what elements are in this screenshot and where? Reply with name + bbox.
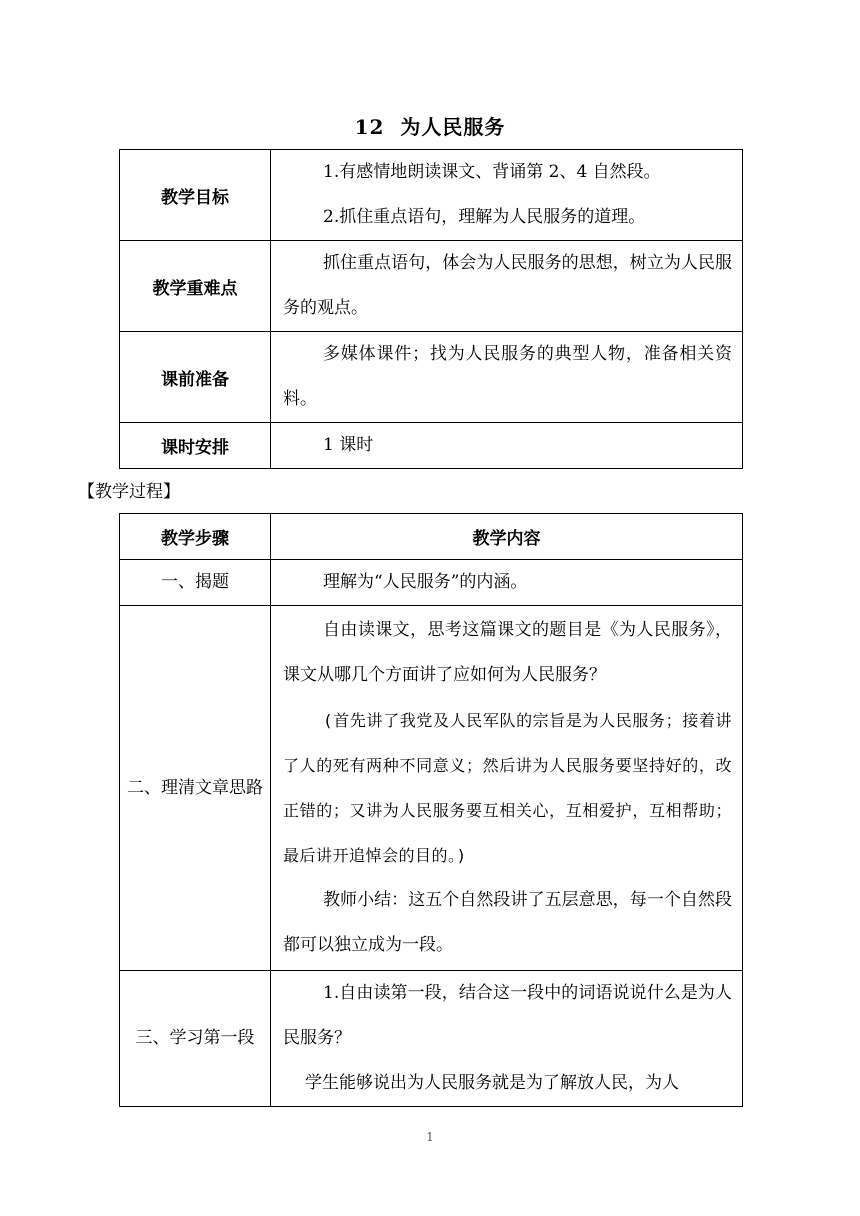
- content-paragraph: 1.自由读第一段，结合这一段中的词语说说什么是为人民服务？: [283, 983, 732, 1048]
- info-row-key-points: [120, 241, 743, 332]
- step-cell: 二、理清文章思路: [120, 606, 271, 971]
- step-cell: 三、学习第一段: [120, 971, 271, 1107]
- info-label: 教学重难点: [120, 241, 271, 332]
- page-number: 1: [426, 1130, 434, 1144]
- answer-paragraph: (首先讲了我党及人民军队的宗旨是为人民服务；接着讲了人的死有两种不同意义；然后讲为人民服务要坚持好的，改正错的；又讲为人民服务要互相关心，互相爱护，互相帮助；最后讲开追悼会的目的。): [283, 711, 732, 865]
- info-content: [271, 423, 743, 469]
- info-line: 2.抓住重点语句，理解为人民服务的道理。: [323, 207, 646, 227]
- info-row-schedule: [120, 423, 743, 469]
- table-row: [120, 560, 743, 606]
- table-row: [120, 606, 743, 971]
- document-title: [0, 112, 860, 142]
- content-paragraph: 学生能够说出为人民服务就是为了解放人民，为人: [305, 1073, 679, 1093]
- info-line: 1 课时: [323, 435, 374, 455]
- table-header-row: [120, 514, 743, 560]
- teaching-process-table: [119, 513, 743, 1107]
- table-row: [120, 971, 743, 1107]
- info-content: [271, 332, 743, 423]
- info-label: 课前准备: [120, 332, 271, 423]
- lesson-info-table: [119, 149, 743, 469]
- column-header-step: 教学步骤: [120, 514, 271, 560]
- process-heading: 【教学过程】: [78, 482, 180, 502]
- info-content: [271, 150, 743, 241]
- content-cell: [271, 560, 743, 606]
- lesson-number: 12: [354, 115, 385, 139]
- content-cell: [271, 971, 743, 1107]
- lesson-title: 为人民服务: [400, 115, 506, 139]
- info-label: 教学目标: [120, 150, 271, 241]
- info-line: 1.有感情地朗读课文、背诵第 2、4 自然段。: [323, 162, 661, 182]
- content-paragraph: 理解为“人民服务”的内涵。: [323, 572, 528, 592]
- info-line: 抓住重点语句，体会为人民服务的思想，树立为人民服务的观点。: [283, 253, 732, 318]
- content-cell: [271, 606, 743, 971]
- info-line: 多媒体课件；找为人民服务的典型人物，准备相关资料。: [283, 344, 732, 409]
- info-content: [271, 241, 743, 332]
- info-row-preparation: [120, 332, 743, 423]
- content-paragraph: 教师小结：这五个自然段讲了五层意思，每一个自然段都可以独立成为一段。: [283, 890, 732, 955]
- info-label: 课时安排: [120, 423, 271, 469]
- content-paragraph: 自由读课文，思考这篇课文的题目是《为人民服务》，课文从哪几个方面讲了应如何为人民服务？: [283, 620, 732, 685]
- step-cell: 一、揭题: [120, 560, 271, 606]
- info-row-goals: [120, 150, 743, 241]
- column-header-content: 教学内容: [271, 514, 743, 560]
